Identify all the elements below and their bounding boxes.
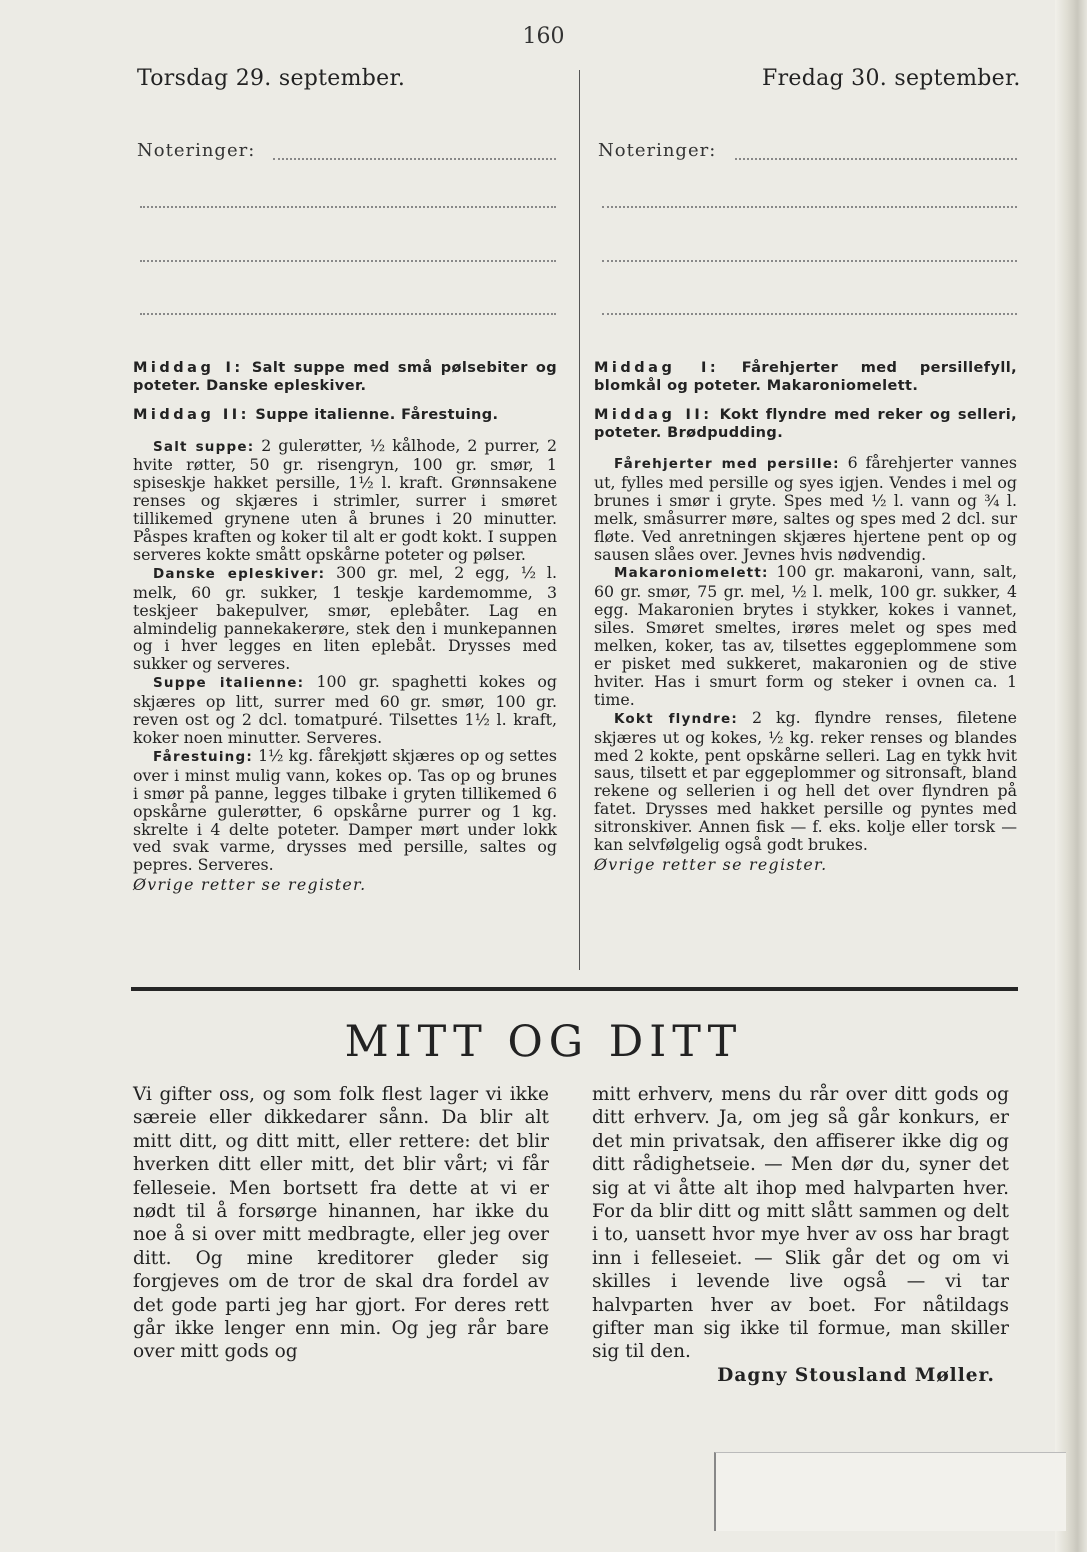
recipe-title: Suppe italienne:	[153, 675, 305, 692]
menu-label: Middag II:	[133, 407, 250, 423]
menu-text: Fårehjerter med persillefyll, blomkål og poteter. Makaroniomelett.	[594, 360, 1017, 394]
recipe-text: 100 gr. makaroni, vann, salt, 60 gr. smør, 75 gr. mel, ½ l. melk, 100 gr. sukker, 4 egg. Makaronien brytes i stykker, kokes i vannet, siles. Smøret smeltes, irøres melet og spes med melken, koker, tas av, tilsettes eggeplommene som er pisket med sukkeret, makaronien og de stive hviter. Has i smurt form og steker i ovnen ca. 1 time.	[594, 562, 1017, 709]
paper-label	[714, 1452, 1066, 1531]
page-edge	[1055, 0, 1087, 1552]
recipe-text: 2 kg. flyndre renses, filetene skjæres ut og kokes, ½ kg. reker renses og blandes med 2 kokte, pent opskårne selleri. Lag en tykk hvit saus, tilsett et par eggeplommer og sitronsaft, bland rekene og sellerien i og hell det over flyndren på fatet. Drysses med hakket persille og pyntes med sitronskiver. Annen fisk — f. eks. kolje eller torsk — kan selvfølgelig også godt brukes.	[594, 707, 1017, 855]
right-notes-line	[735, 158, 1017, 160]
recipe-text: 100 gr. spaghetti kokes og skjæres op litt, surrer med 60 gr. smør, 100 gr. reven ost og 2 dcl. tomatpuré. Tilsettes 1½ l. kraft, koker noen minutter. Serveres.	[133, 672, 557, 747]
recipe-paragraph	[594, 563, 1017, 708]
article-right-column	[592, 1083, 1009, 1387]
recipe-title: Salt suppe:	[153, 438, 255, 455]
recipe-paragraph	[133, 673, 557, 747]
article-left-column	[133, 1083, 549, 1364]
article-text: Vi gifter oss, og som folk flest lager vi ikke særeie eller dikkedarer sånn. Da blir alt mitt ditt, og ditt mitt, eller rettere: det blir hverken ditt eller mitt, det blir vårt; vi får felleseie. Men bortsett fra dette at vi er nødt til å forsørge hinannen, har ikke du noe å si over mitt medbragte, eller jeg over ditt. Og mine kreditorer gleder sig forgjeves om de tror de skal dra fordel av det gode parti jeg har gjort. For deres rett går ikke lenger enn min. Og jeg rår bare over mitt gods og	[133, 1084, 549, 1363]
right-notes-label: Noteringer:	[598, 140, 717, 161]
recipe-paragraph	[133, 437, 557, 564]
left-recipe-column	[133, 360, 557, 894]
left-notes-label: Noteringer:	[137, 140, 256, 161]
right-notes-line	[602, 313, 1017, 315]
right-notes-line	[602, 260, 1017, 262]
right-recipe-column	[594, 360, 1017, 874]
recipe-paragraph	[594, 454, 1017, 563]
left-footer-note: Øvrige retter se register.	[133, 875, 367, 895]
recipe-title: Fårestuing:	[153, 748, 253, 765]
article-author: Dagny Stousland Møller.	[717, 1364, 995, 1386]
recipe-title: Makaroniomelett:	[614, 565, 769, 582]
recipe-title: Fårehjerter med persille:	[614, 456, 840, 472]
menu-text: Salt suppe med små pølsebiter og poteter. Danske epleskiver.	[133, 360, 557, 394]
menu-label: Middag I:	[594, 360, 720, 376]
right-menu-1	[594, 360, 1017, 395]
recipe-text: 1½ kg. fårekjøtt skjæres op og settes over i minst mulig vann, kokes op. Tas op og brunes i smør på panne, legges tilbake i gryten tillikemed 6 opskårne gulerøtter, 6 opskårne purrer og 1 kg. skrelte i 4 delte poteter. Damper mørt under lokk ved svak varme, drysses med persille, saltes og pepres. Serveres.	[133, 745, 557, 875]
right-menu-2	[594, 407, 1017, 442]
left-menu-1	[133, 360, 557, 395]
right-day-heading: Fredag 30. september.	[762, 66, 1021, 91]
recipe-paragraph	[133, 747, 557, 874]
recipe-text: 300 gr. mel, 2 egg, ½ l. melk, 60 gr. sukker, 1 teskje kardemomme, 3 teskjeer bakepulver, smør, eplebåter. Lag en almindelig pannekakerøre, stek den i munkepannen og i hver legges en liten eplebåt. Drysses med sukker og serveres.	[133, 562, 557, 674]
left-notes-line	[140, 260, 556, 262]
recipe-text: 2 gulerøtter, ½ kålhode, 2 purrer, 2 hvite røtter, 50 gr. risengryn, 100 gr. smør, 1 spiseskje hakket persille, 1½ l. kraft. Grønnsakene renses og skjæres i strimler, surrer i smøret tillikemed grynene uten å brunes i 20 minutter. Påspes kraften og koker til alt er godt kokt. I suppen serveres kokte smått opskårne poteter og pølser.	[133, 435, 557, 564]
recipe-text: 6 fårehjerter vannes ut, fylles med persille og syes igjen. Vendes i mel og brunes i smør i gryte. Spes med ½ l. vann og ¾ l. melk, småsurrer møre, saltes og spes med 2 dcl. sur fløte. Ved anretningen skjæres hjertene pent op og sausen slåes over. Jevnes hvis nødvendig.	[594, 453, 1017, 564]
left-day-heading: Torsdag 29. september.	[137, 66, 406, 91]
left-notes-line	[273, 158, 556, 160]
recipe-title: Danske epleskiver:	[153, 565, 326, 582]
recipe-paragraph	[133, 564, 557, 673]
menu-text: Suppe italienne. Fårestuing.	[255, 407, 499, 423]
recipe-title: Kokt flyndre:	[614, 710, 738, 727]
left-notes-line	[140, 206, 556, 208]
column-divider	[579, 70, 580, 970]
menu-label: Middag II:	[594, 407, 713, 423]
recipe-paragraph	[594, 709, 1017, 854]
menu-text: Kokt flyndre med reker og selleri, poteter. Brødpudding.	[594, 407, 1017, 441]
right-footer-note: Øvrige retter se register.	[594, 854, 828, 874]
page-number: 160	[522, 24, 565, 49]
left-menu-2	[133, 407, 557, 425]
section-rule	[131, 987, 1018, 991]
left-notes-line	[140, 313, 556, 315]
article-text: mitt erhverv, mens du rår over ditt gods og ditt erhverv. Ja, om jeg så går konkurs, er det min privatsak, den affiserer ikke dig og ditt rådighetseie. — Men dør du, syner det sig at vi åtte alt ihop med halvparten hver. For da blir ditt og mitt slått sammen og delt i to, uansett hvor mye hver av oss har bragt inn i felleseiet. — Slik går det og om vi skilles i levende live også — vi tar halvparten hver av boet. For nåtildags gifter man sig ikke til formue, man skiller sig til den.	[592, 1084, 1009, 1363]
right-notes-line	[602, 206, 1017, 208]
article-title: MITT OG DITT	[344, 1017, 743, 1067]
menu-label: Middag I:	[133, 360, 244, 376]
